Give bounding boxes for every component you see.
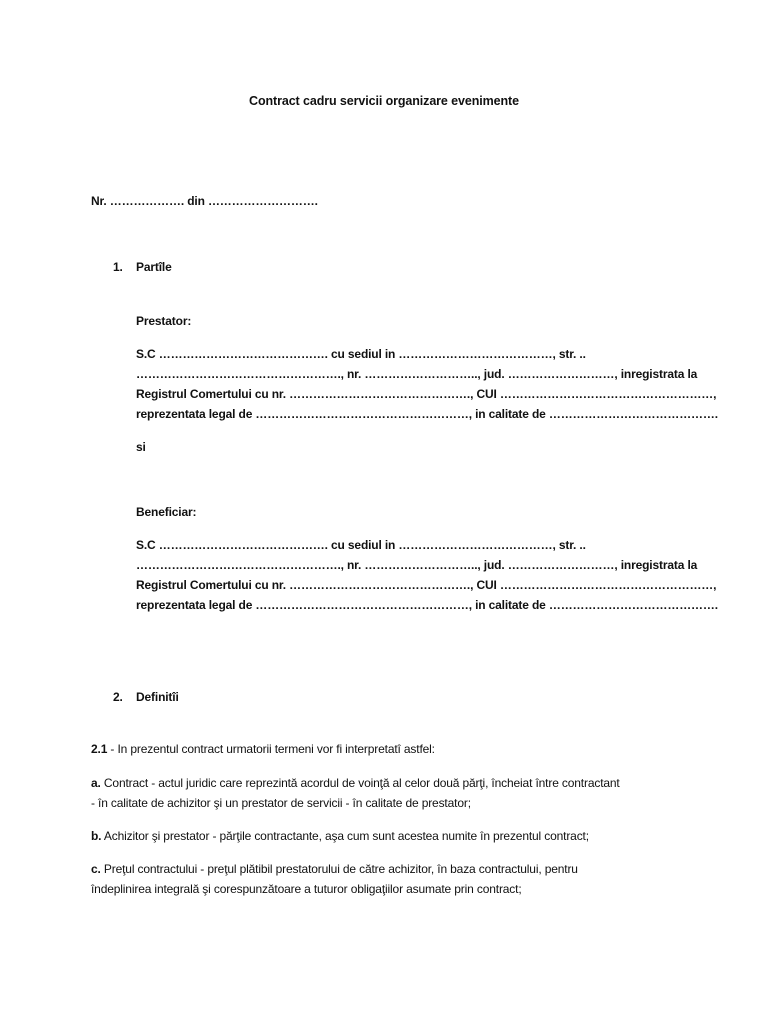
- paragraph-c-text-1: Preţul contractului - preţul plătibil prestatorului de către achizitor, în baza contractului, pentru: [100, 862, 578, 876]
- beneficiar-line-3: Registrul Comertului cu nr. ………………………………………., CUI ………………………………………………,: [136, 578, 717, 592]
- paragraph-c-letter: c.: [91, 862, 101, 876]
- section-1-heading: Partîle: [136, 260, 172, 274]
- prestator-label: Prestator:: [136, 314, 192, 328]
- beneficiar-line-2: ……………………………………………., nr. ……………………….., jud. ………………………, inregistrata la: [136, 558, 698, 572]
- section-1-number: 1.: [113, 260, 123, 274]
- paragraph-a-line-1: [91, 776, 620, 790]
- conjunction-si: si: [136, 440, 146, 454]
- paragraph-c-line-2: îndeplinirea integrală şi corespunzătoare a tuturor obligaţiilor asumate prin contract;: [91, 882, 522, 896]
- contract-number-line: Nr. ………………. din ……………………….: [91, 194, 318, 208]
- beneficiar-line-1: S.C ……………………………………. cu sediul in …………………………………, str. ..: [136, 538, 586, 552]
- paragraph-a-text-1: Contract - actul juridic care reprezintă acordul de voinţă al celor două părţi, încheiat între contractant: [100, 776, 620, 790]
- section-2-heading: Definitîi: [136, 690, 179, 704]
- paragraph-2-1: [91, 742, 435, 756]
- beneficiar-line-4: reprezentata legal de ………………………………………………, in calitate de …………………………………….: [136, 598, 718, 612]
- prestator-line-3: Registrul Comertului cu nr. ………………………………………., CUI ………………………………………………,: [136, 387, 717, 401]
- prestator-line-4: reprezentata legal de ………………………………………………, in calitate de …………………………………….: [136, 407, 718, 421]
- document-title: Contract cadru servicii organizare evenimente: [249, 94, 519, 108]
- paragraph-b-letter: b.: [91, 829, 102, 843]
- prestator-line-1: S.C ……………………………………. cu sediul in …………………………………, str. ..: [136, 347, 586, 361]
- paragraph-a-letter: a.: [91, 776, 101, 790]
- paragraph-b-text-1: Achizitor şi prestator - părţile contractante, aşa cum sunt acestea numite în prezentul contract;: [101, 829, 589, 843]
- section-2-number: 2.: [113, 690, 123, 704]
- beneficiar-label: Beneficiar:: [136, 505, 197, 519]
- paragraph-a-line-2: - în calitate de achizitor şi un prestator de servicii - în calitate de prestator;: [91, 796, 471, 810]
- paragraph-2-1-text: - In prezentul contract urmatorii termeni vor fi interpretatî astfel:: [107, 742, 435, 756]
- paragraph-2-1-number: 2.1: [91, 742, 108, 756]
- paragraph-b-line-1: [91, 829, 589, 843]
- prestator-line-2: ……………………………………………., nr. ……………………….., jud. ………………………, inregistrata la: [136, 367, 698, 381]
- paragraph-c-line-1: [91, 862, 578, 876]
